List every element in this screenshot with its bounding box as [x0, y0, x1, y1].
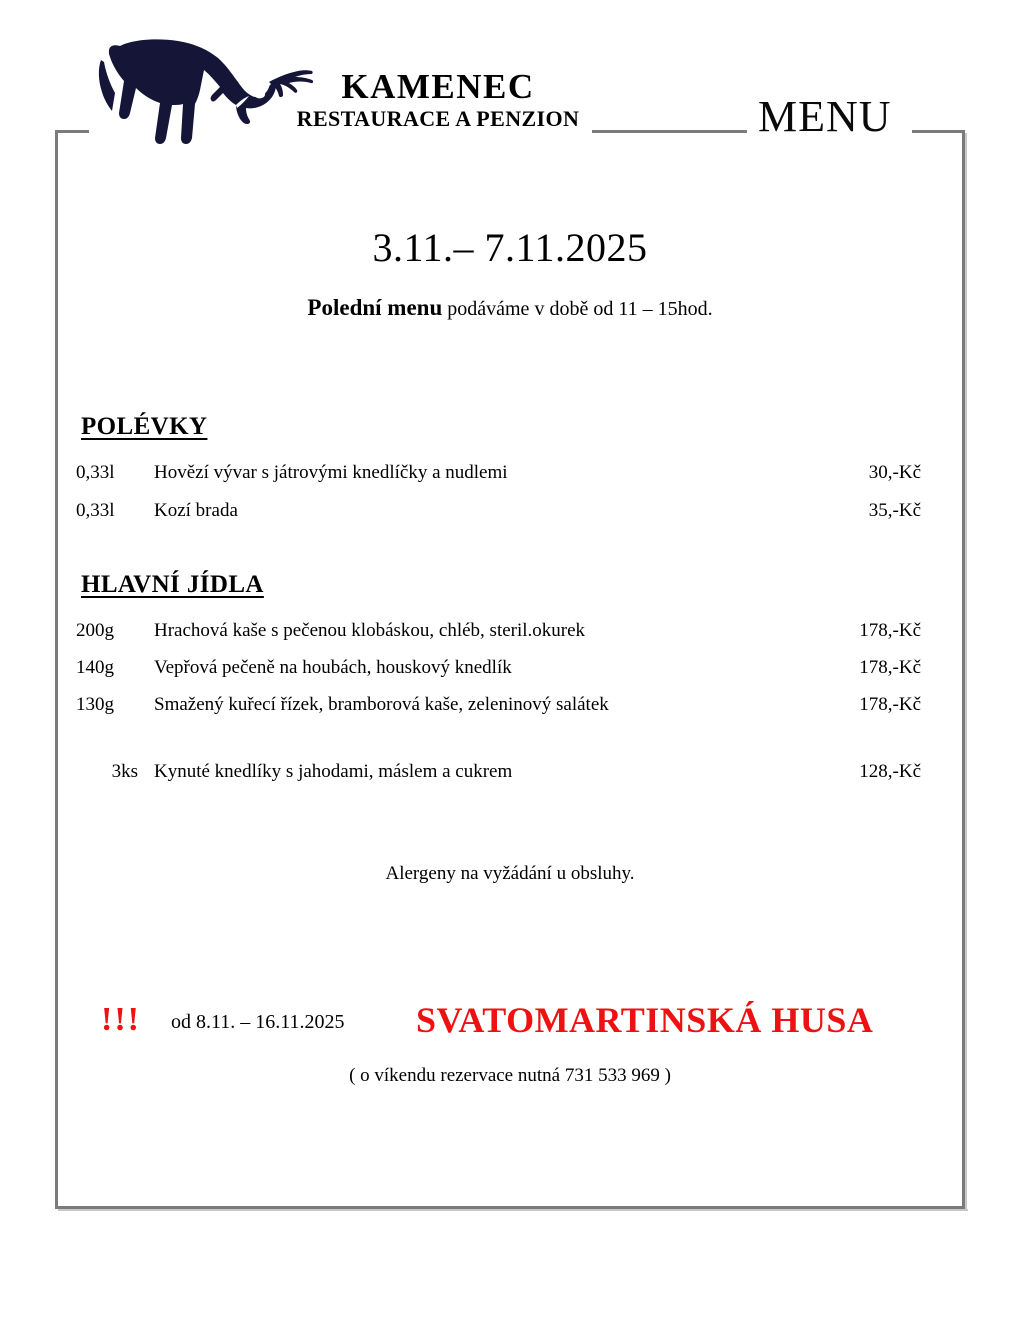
section-heading-soups: POLÉVKY [81, 413, 208, 440]
brand-wordmark [278, 68, 598, 132]
item-price: 178,-Kč [859, 657, 921, 678]
item-price: 178,-Kč [859, 620, 921, 641]
table-row [58, 757, 962, 787]
frame-shadow-right [965, 133, 967, 1211]
item-name: Vepřová pečeně na houbách, houskový knedlík [154, 657, 512, 678]
brand-subtitle: RESTAURACE A PENZION [296, 106, 580, 131]
item-price: 178,-Kč [859, 694, 921, 715]
item-price: 30,-Kč [868, 462, 921, 483]
table-row [58, 653, 962, 683]
item-name: Hrachová kaše s pečenou klobáskou, chléb, steril.okurek [154, 620, 586, 641]
promo-exclamation: !!! [101, 1001, 141, 1038]
item-quantity: 140g [76, 657, 114, 678]
item-name: Kozí brada [154, 500, 238, 521]
item-price: 35,-Kč [868, 500, 921, 521]
frame-shadow-bottom [58, 1209, 968, 1211]
serving-hours-detail: podáváme v době od 11 – 15hod. [442, 298, 713, 320]
item-name: Kynuté knedlíky s jahodami, máslem a cukrem [154, 761, 513, 782]
menu-header [0, 0, 1020, 140]
table-row [58, 496, 962, 526]
allergens-note: Alergeny na vyžádání u obsluhy. [385, 863, 635, 884]
item-quantity: 200g [76, 620, 114, 641]
item-quantity: 130g [76, 694, 114, 715]
brand-name: KAMENEC [341, 67, 535, 106]
table-row [58, 458, 962, 488]
section-heading-mains: HLAVNÍ JÍDLA [81, 571, 264, 598]
item-price: 128,-Kč [859, 761, 921, 782]
promo-date-range: od 8.11. – 16.11.2025 [171, 1011, 345, 1033]
serving-hours-label: Polední menu [307, 295, 443, 320]
table-row [58, 616, 962, 646]
serving-hours [58, 295, 962, 322]
table-row [58, 690, 962, 720]
promo-title: SVATOMARTINSKÁ HUSA [416, 1000, 874, 1040]
item-quantity: 0,33l [76, 500, 115, 521]
item-name: Hovězí vývar s játrovými knedlíčky a nudlemi [154, 462, 508, 483]
item-name: Smаžený kuřecí řízek, bramborová kaše, zeleninový salátek [154, 694, 609, 715]
item-quantity: 0,33l [76, 462, 115, 483]
promo-banner [58, 999, 962, 1041]
promo-reservation-note: ( o víkendu rezervace nutná 731 533 969 ) [349, 1065, 671, 1086]
menu-sheet [58, 133, 962, 1206]
page-title: MENU [758, 92, 892, 141]
menu-date-range: 3.11.– 7.11.2025 [372, 225, 648, 270]
item-quantity: 3ks [111, 761, 138, 782]
